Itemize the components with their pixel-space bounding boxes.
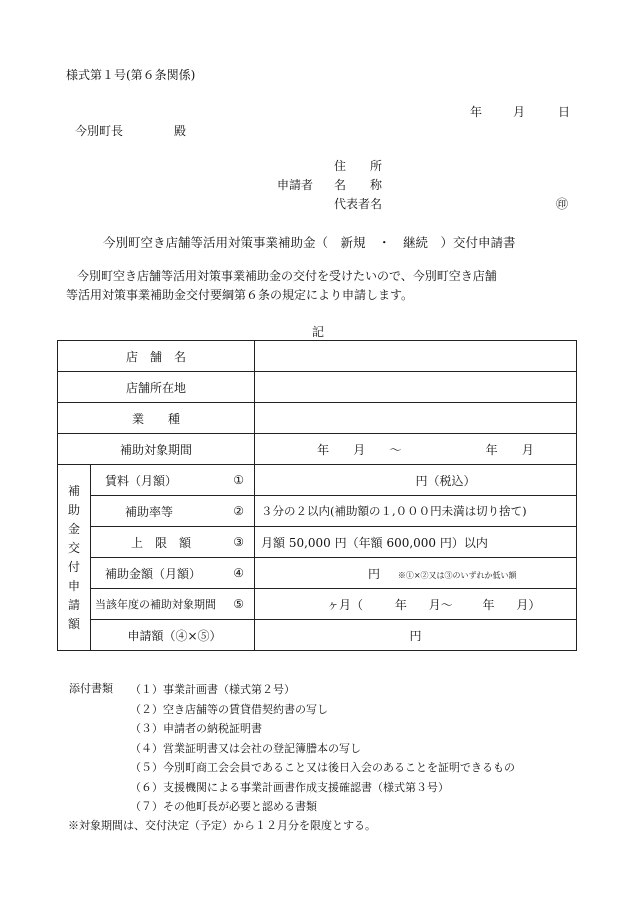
subsidy-note: ※①×②又は③のいずれか低い額 — [397, 570, 517, 580]
yp-month-1: 月～ — [428, 597, 453, 612]
period-field[interactable] — [255, 434, 577, 465]
applicant-label: 申請者 — [277, 178, 314, 192]
subsidy-field[interactable] — [255, 558, 577, 589]
rent-value: 円（税込） — [415, 473, 476, 488]
limit-num: ③ — [233, 535, 245, 549]
yp-year-1: 年 — [394, 597, 407, 612]
table-row — [58, 403, 577, 434]
business-type-field[interactable] — [255, 403, 577, 434]
subsidy-label: 補助金額（月額） — [105, 566, 202, 581]
body-line-2: 等活用対策事業補助金交付要綱第６条の規定により申請します。 — [66, 288, 414, 302]
rate-value: ３分の２以内(補助額の１,０００円未満は切り捨て) — [255, 496, 577, 527]
application-table — [57, 340, 577, 651]
rent-num: ① — [233, 473, 245, 487]
limit-value: 月額 50,000 円（年額 600,000 円）以内 — [255, 527, 577, 558]
table-row — [58, 589, 577, 620]
list-item: （３）申請者の納税証明書 — [130, 722, 262, 735]
period-year-1: 年 — [317, 442, 330, 457]
period-tilde: ～ — [389, 442, 402, 457]
side-label-char: 助 — [67, 502, 80, 517]
year-period-label: 当該年度の補助対象期間 — [95, 598, 216, 611]
rate-num: ② — [233, 504, 245, 518]
list-item: （４）営業証明書又は会社の登記簿謄本の写し — [130, 741, 361, 755]
addressee: 今別町長 — [75, 124, 124, 138]
year-period-label-cell — [91, 589, 255, 620]
table-row — [58, 372, 577, 403]
subsidy-side-label — [58, 465, 91, 651]
form-number: 様式第１号(第６条関係) — [66, 68, 196, 82]
limit-label-cell — [91, 527, 255, 558]
side-label-char: 金 — [67, 521, 80, 536]
yp-months: ヶ月（ — [327, 597, 364, 612]
list-item: （７）その他町長が必要と認める書類 — [130, 800, 317, 813]
side-label-char: 付 — [67, 559, 80, 574]
list-item: （２）空き店舗等の賃貸借契約書の写し — [130, 702, 328, 716]
list-item: （１）事業計画書（様式第２号） — [130, 683, 295, 696]
body-line-1: 今別町空き店舗等活用対策事業補助金の交付を受けたいので、今別町空き店舗 — [77, 269, 497, 283]
yp-year-2: 年 — [482, 597, 495, 612]
subsidy-num: ④ — [233, 566, 245, 580]
rent-label: 賃料（月額） — [105, 473, 178, 488]
name-label: 名 称 — [334, 178, 383, 192]
period-note: ※対象期間は、交付決定（予定）から１２月分を限度とする。 — [68, 819, 376, 832]
table-row — [58, 527, 577, 558]
side-label-char: 交 — [67, 540, 80, 555]
limit-label: 上 限 額 — [131, 535, 192, 550]
date-month: 月 — [513, 105, 526, 119]
table-row — [58, 558, 577, 589]
rate-label-cell — [91, 496, 255, 527]
request-field[interactable] — [255, 620, 577, 651]
period-month-1: 月 — [353, 442, 366, 457]
table-row — [58, 434, 577, 465]
period-year-2: 年 — [485, 442, 498, 457]
table-row — [58, 496, 577, 527]
date-year: 年 — [470, 105, 483, 119]
subsidy-label-cell — [91, 558, 255, 589]
year-period-num: ⑤ — [233, 597, 245, 611]
business-type-label: 業 種 — [58, 403, 255, 434]
side-label-char: 申 — [67, 578, 80, 593]
table-row — [58, 465, 577, 496]
store-name-label: 店 舗 名 — [58, 341, 255, 372]
subsidy-unit: 円 — [368, 566, 381, 581]
attachments-label: 添付書類 — [69, 682, 113, 695]
honorific: 殿 — [174, 124, 187, 138]
seal-mark: ㊞ — [556, 197, 569, 211]
request-value: 円 — [409, 628, 422, 643]
date-day: 日 — [558, 105, 571, 119]
rate-label: 補助率等 — [125, 504, 174, 519]
table-row — [58, 341, 577, 372]
yp-month-2: 月） — [516, 597, 541, 612]
list-item: （５）今別町商工会会員であること又は後日入会のあることを証明できるもの — [130, 761, 515, 774]
document-title: 今別町空き店舗等活用対策事業補助金（ 新規 ・ 継続 ）交付申請書 — [103, 235, 516, 250]
store-name-field[interactable] — [255, 341, 577, 372]
request-label: 申請額（④×⑤） — [127, 628, 222, 643]
rent-field[interactable] — [255, 465, 577, 496]
attachments-list — [130, 680, 515, 817]
side-label-char: 額 — [67, 616, 80, 631]
period-label: 補助対象期間 — [58, 434, 255, 465]
representative-label: 代表者名 — [334, 197, 383, 211]
side-label-char: 補 — [67, 483, 80, 498]
store-address-label: 店舗所在地 — [58, 372, 255, 403]
rent-label-cell — [91, 465, 255, 496]
list-item: （６）支援機関による事業計画書作成支援確認書（様式第３号） — [130, 780, 449, 794]
year-period-field[interactable] — [255, 589, 577, 620]
period-month-2: 月 — [521, 442, 534, 457]
store-address-field[interactable] — [255, 372, 577, 403]
request-label-cell — [91, 620, 255, 651]
table-row — [58, 620, 577, 651]
ki-heading: 記 — [312, 325, 325, 339]
side-label-char: 請 — [67, 597, 80, 612]
address-label: 住 所 — [334, 159, 383, 173]
